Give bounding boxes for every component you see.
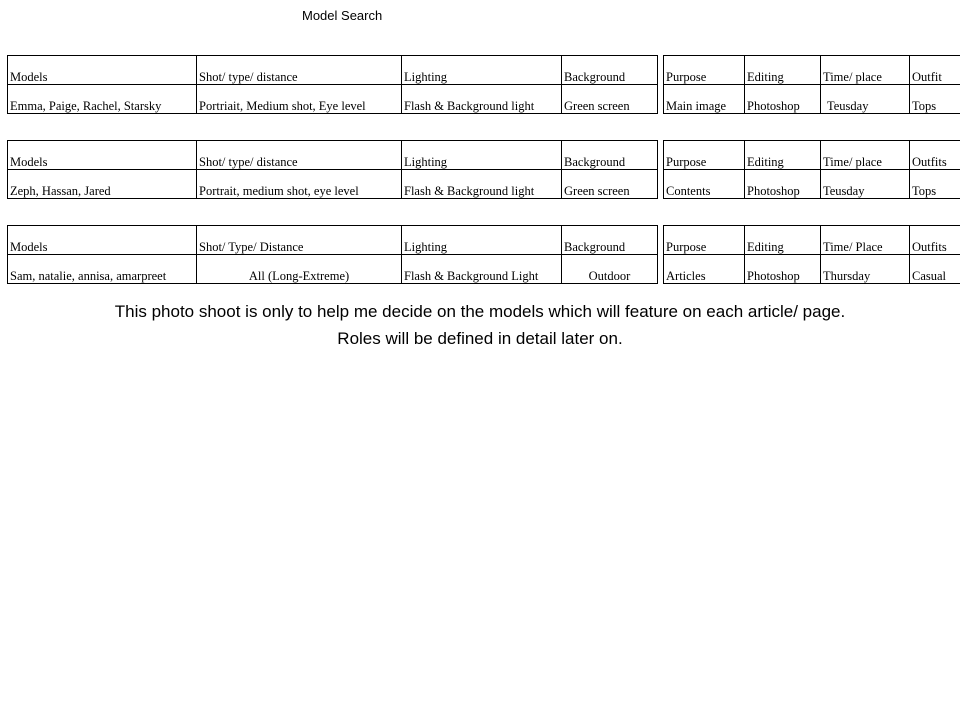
shoot-3-right-table — [663, 225, 960, 284]
header-models: Models — [8, 56, 197, 85]
cell-purpose: Contents — [664, 170, 745, 199]
shoot-block-2 — [7, 140, 960, 198]
table-header-row — [8, 56, 658, 85]
table-row — [8, 85, 658, 114]
cell-models: Sam, natalie, annisa, amarpreet — [8, 255, 197, 284]
header-editing: Editing — [745, 56, 821, 85]
header-shot: Shot/ type/ distance — [197, 56, 402, 85]
table-row — [664, 255, 960, 284]
header-editing: Editing — [745, 141, 821, 170]
header-time-place: Time/ place — [821, 141, 910, 170]
note-line-2: Roles will be defined in detail later on. — [337, 329, 623, 348]
cell-models: Zeph, Hassan, Jared — [8, 170, 197, 199]
header-editing: Editing — [745, 226, 821, 255]
table-header-row — [664, 56, 960, 85]
header-time-place: Time/ place — [821, 56, 910, 85]
header-purpose: Purpose — [664, 56, 745, 85]
note-line-1: This photo shoot is only to help me decide on the models which will feature on each article/ page. — [114, 302, 846, 321]
shoot-block-3 — [7, 225, 960, 283]
shoot-2-right-table — [663, 140, 960, 199]
cell-purpose: Articles — [664, 255, 745, 284]
cell-background: Green screen — [562, 170, 658, 199]
header-lighting: Lighting — [402, 141, 562, 170]
cell-shot: Portrait, medium shot, eye level — [197, 170, 402, 199]
table-header-row — [8, 141, 658, 170]
cell-lighting: Flash & Background light — [402, 85, 562, 114]
header-outfit: Outfits — [910, 141, 960, 170]
cell-shot: Portriait, Medium shot, Eye level — [197, 85, 402, 114]
header-background: Background — [562, 226, 658, 255]
cell-models: Emma, Paige, Rachel, Starsky — [8, 85, 197, 114]
table-header-row — [664, 141, 960, 170]
header-purpose: Purpose — [664, 141, 745, 170]
header-purpose: Purpose — [664, 226, 745, 255]
page-title: Model Search — [302, 8, 383, 23]
header-shot: Shot/ Type/ Distance — [197, 226, 402, 255]
table-header-row — [664, 226, 960, 255]
header-lighting: Lighting — [402, 226, 562, 255]
header-background: Background — [562, 141, 658, 170]
cell-outfit: Casual — [910, 255, 960, 284]
cell-editing: Photoshop — [745, 170, 821, 199]
header-outfit: Outfit — [910, 56, 960, 85]
cell-time-place: Teusday — [821, 170, 910, 199]
cell-lighting: Flash & Background light — [402, 170, 562, 199]
header-time-place: Time/ Place — [821, 226, 910, 255]
shoot-1-right-table — [663, 55, 960, 114]
header-outfit: Outfits — [910, 226, 960, 255]
header-background: Background — [562, 56, 658, 85]
cell-editing: Photoshop — [745, 255, 821, 284]
cell-background: Green screen — [562, 85, 658, 114]
table-header-row — [8, 226, 658, 255]
shoot-2-left-table — [7, 140, 658, 199]
header-models: Models — [8, 226, 197, 255]
cell-outfit: Tops — [910, 85, 960, 114]
cell-outfit: Tops — [910, 170, 960, 199]
table-row — [664, 170, 960, 199]
table-row — [8, 255, 658, 284]
shoot-1-left-table — [7, 55, 658, 114]
cell-editing: Photoshop — [745, 85, 821, 114]
cell-purpose: Main image — [664, 85, 745, 114]
header-shot: Shot/ type/ distance — [197, 141, 402, 170]
header-lighting: Lighting — [402, 56, 562, 85]
table-row — [664, 85, 960, 114]
cell-time-place: Teusday — [821, 85, 910, 114]
cell-time-place: Thursday — [821, 255, 910, 284]
table-row — [8, 170, 658, 199]
cell-shot: All (Long-Extreme) — [197, 255, 402, 284]
shoot-3-left-table — [7, 225, 658, 284]
shoot-block-1 — [7, 55, 960, 113]
cell-background: Outdoor — [562, 255, 658, 284]
header-models: Models — [8, 141, 197, 170]
cell-lighting: Flash & Background Light — [402, 255, 562, 284]
